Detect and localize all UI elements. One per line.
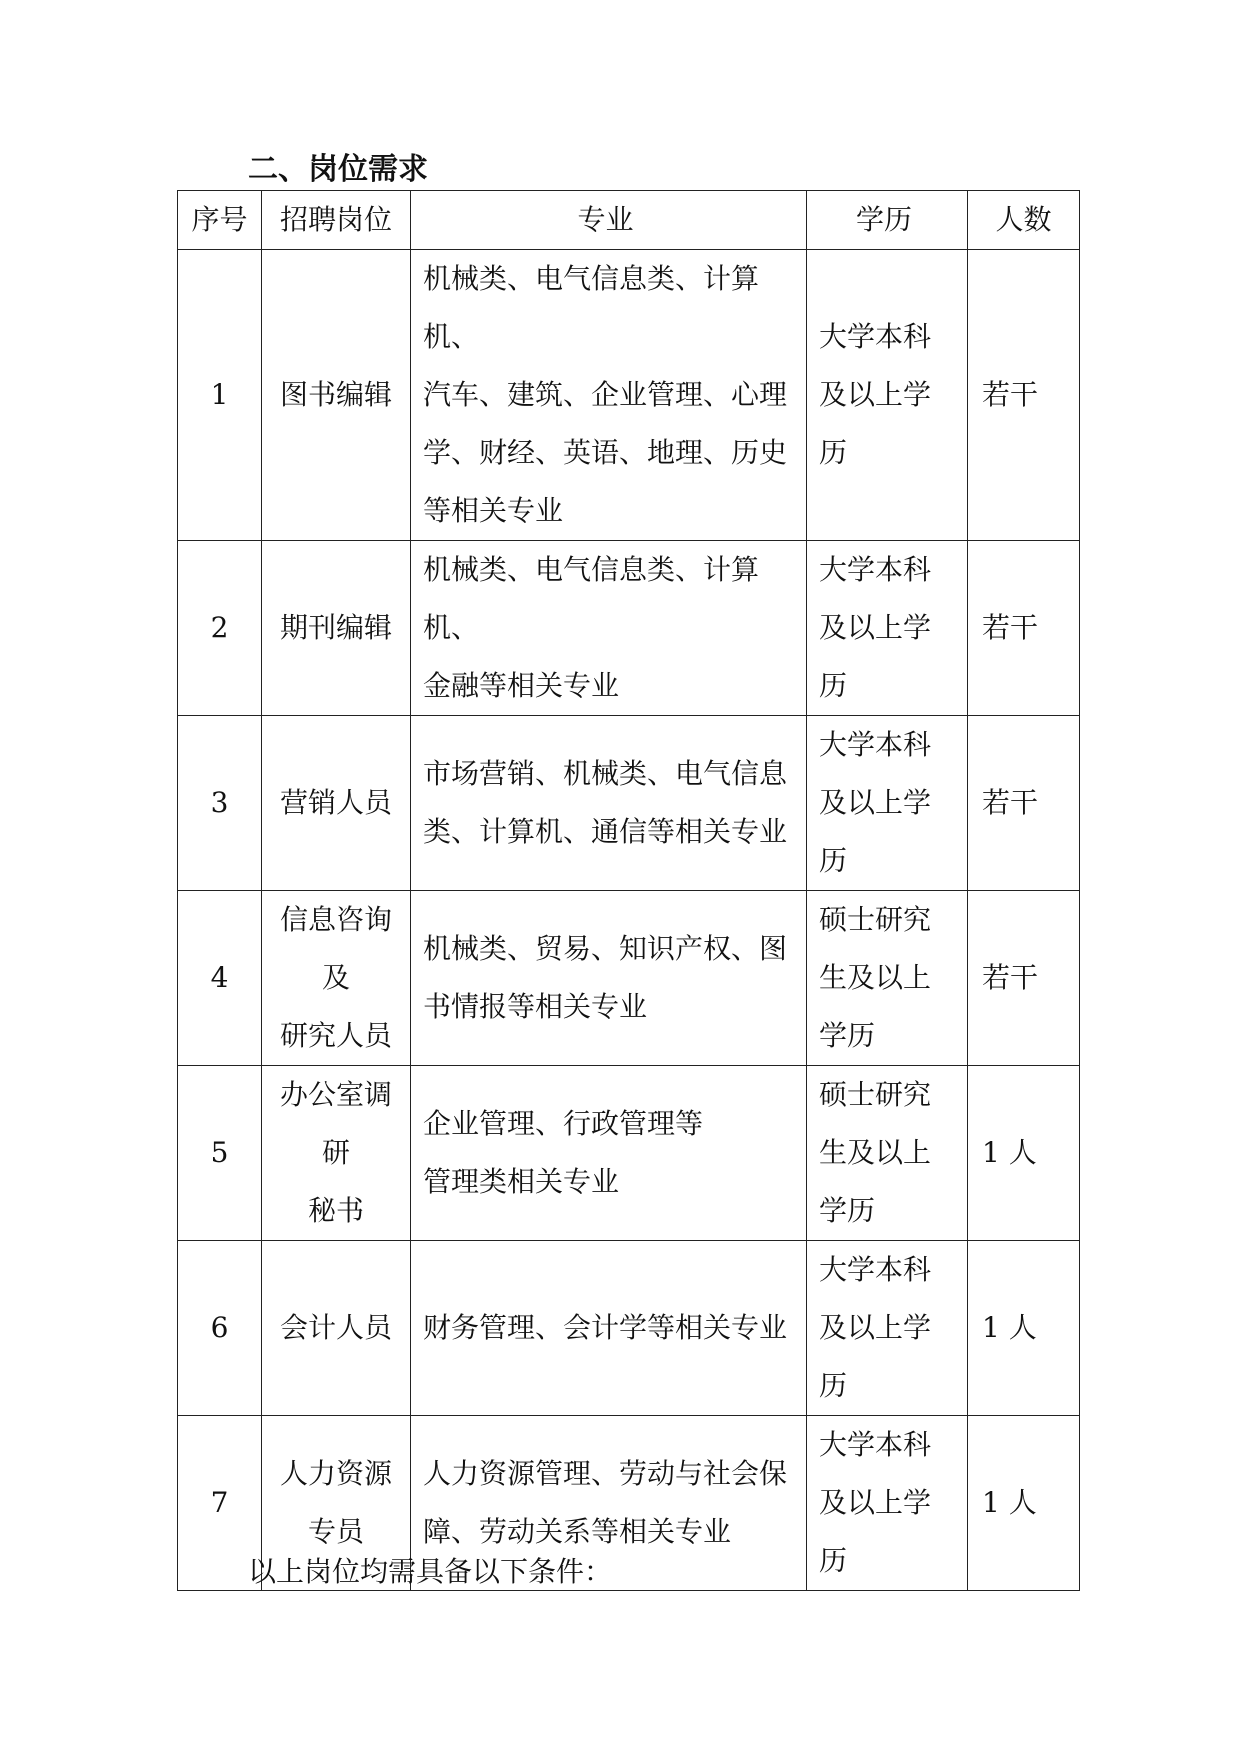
row-index: 4 xyxy=(178,891,262,1066)
row-major: 机械类、贸易、知识产权、图 书情报等相关专业 xyxy=(411,891,807,1066)
row-position: 信息咨询 及 研究人员 xyxy=(262,891,411,1066)
row-major: 企业管理、行政管理等 管理类相关专业 xyxy=(411,1066,807,1241)
row-index: 5 xyxy=(178,1066,262,1241)
section-heading: 二、岗位需求 xyxy=(248,152,428,187)
row-count: 若干 xyxy=(968,250,1080,541)
row-index: 6 xyxy=(178,1241,262,1416)
table-row xyxy=(178,891,1080,1066)
row-major: 市场营销、机械类、电气信息 类、计算机、通信等相关专业 xyxy=(411,716,807,891)
table-row xyxy=(178,1066,1080,1241)
row-position: 期刊编辑 xyxy=(262,541,411,716)
row-education: 硕士研究 生及以上 学历 xyxy=(807,891,968,1066)
table-row xyxy=(178,541,1080,716)
row-major: 机械类、电气信息类、计算机、 金融等相关专业 xyxy=(411,541,807,716)
table-row xyxy=(178,250,1080,541)
row-education: 硕士研究 生及以上 学历 xyxy=(807,1066,968,1241)
table-row xyxy=(178,716,1080,891)
table-header-row xyxy=(178,191,1080,250)
row-count: 若干 xyxy=(968,541,1080,716)
row-education: 大学本科 及以上学 历 xyxy=(807,250,968,541)
header-education: 学历 xyxy=(807,191,968,250)
row-index: 1 xyxy=(178,250,262,541)
row-index: 7 xyxy=(178,1416,262,1591)
header-count: 人数 xyxy=(968,191,1080,250)
row-position: 图书编辑 xyxy=(262,250,411,541)
row-education: 大学本科 及以上学 历 xyxy=(807,716,968,891)
row-count: 1 人 xyxy=(968,1241,1080,1416)
row-count: 若干 xyxy=(968,716,1080,891)
row-index: 3 xyxy=(178,716,262,891)
row-count: 1 人 xyxy=(968,1066,1080,1241)
row-major: 人力资源管理、劳动与社会保 障、劳动关系等相关专业 xyxy=(411,1416,807,1591)
row-education: 大学本科 及以上学 历 xyxy=(807,1416,968,1591)
header-position: 招聘岗位 xyxy=(262,191,411,250)
row-education: 大学本科 及以上学 历 xyxy=(807,541,968,716)
row-position: 办公室调 研 秘书 xyxy=(262,1066,411,1241)
table-row xyxy=(178,1241,1080,1416)
header-major: 专业 xyxy=(411,191,807,250)
header-index: 序号 xyxy=(178,191,262,250)
row-position: 人力资源 专员 xyxy=(262,1416,411,1591)
row-count: 若干 xyxy=(968,891,1080,1066)
row-position: 会计人员 xyxy=(262,1241,411,1416)
row-education: 大学本科 及以上学 历 xyxy=(807,1241,968,1416)
row-index: 2 xyxy=(178,541,262,716)
row-position: 营销人员 xyxy=(262,716,411,891)
job-requirements-table xyxy=(177,190,1080,1591)
footer-text: 以上岗位均需具备以下条件： xyxy=(248,1555,613,1588)
row-count: 1 人 xyxy=(968,1416,1080,1591)
row-major: 机械类、电气信息类、计算机、 汽车、建筑、企业管理、心理 学、财经、英语、地理、历史 等相关专业 xyxy=(411,250,807,541)
row-major: 财务管理、会计学等相关专业 xyxy=(411,1241,807,1416)
